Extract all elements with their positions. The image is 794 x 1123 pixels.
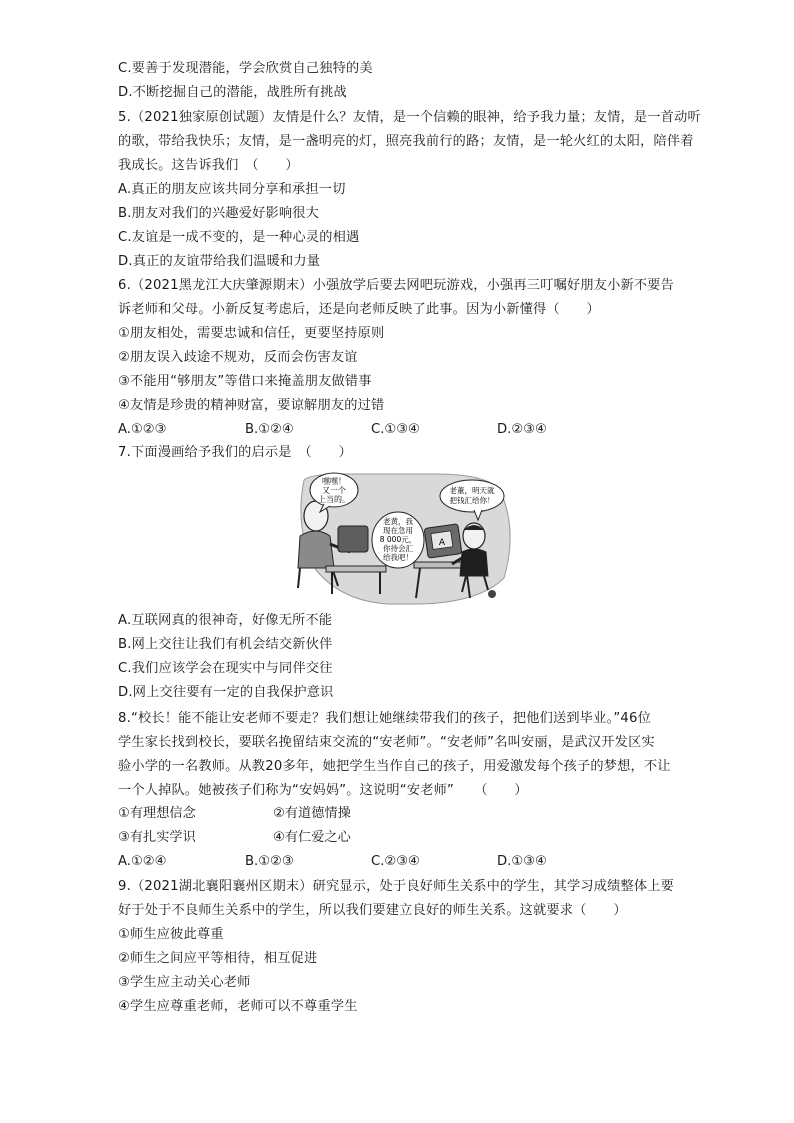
q8-stem-line-4: 一个人掉队。她被孩子们称为“安妈妈”。这说明“安老师” （ ） [118,783,528,798]
q8-choice-d: D.①③④ [497,854,547,869]
q9-item-1: ①师生应彼此尊重 [118,927,224,942]
q5-option-a: A.真正的朋友应该共同分享和承担一切 [118,182,346,197]
q6-item-3: ③不能用“够朋友”等借口来掩盖朋友做错事 [118,374,372,389]
q9-item-3: ③学生应主动关心老师 [118,975,251,990]
q8-item-3: ③有扎实学识 [118,830,196,845]
q7-option-d: D.网上交往要有一定的自我保护意识 [118,685,334,700]
middle-speech-bubble [372,512,424,568]
q5-option-b: B.朋友对我们的兴趣爱好影响很大 [118,206,320,221]
q7-option-b: B.网上交往让我们有机会结交新伙伴 [118,637,333,652]
mid-bubble-line-5: 给我吧！ [383,553,413,562]
q8-stem-line-2: 学生家长找到校长，要联名挽留结束交流的“安老师”。“安老师”名叫安丽，是武汉开发区实 [118,735,655,750]
q6-choice-d: D.②③④ [497,422,547,437]
q7-cartoon [286,470,518,610]
mid-bubble-line-4: 你待会汇 [383,544,413,553]
mid-bubble-line-3: 8 000元， [379,535,417,544]
q8-choice-a: A.①②④ [118,854,167,869]
q6-choice-b: B.①②④ [245,422,294,437]
q5-stem-line-1: 5.（2021独家原创试题）友情是什么？友情，是一个信赖的眼神，给予我力量；友情，是一首动听 [118,110,701,125]
q8-choice-b: B.①②③ [245,854,294,869]
q9-stem-line-1: 9.（2021湖北襄阳襄州区期末）研究显示，处于良好师生关系中的学生，其学习成绩整体上要 [118,879,675,894]
q7-option-c: C.我们应该学会在现实中与同伴交往 [118,661,333,676]
q6-item-2: ②朋友误入歧途不规劝，反而会伤害友谊 [118,350,358,365]
left-bubble-line-2: 又一个 [322,486,346,495]
q4-option-c: C.要善于发现潜能，学会欣赏自己独特的美 [118,61,373,76]
monitor-screen-text: A [438,538,446,548]
q9-stem-line-2: 好于处于不良师生关系中的学生，所以我们要建立良好的师生关系。这就要求（ ） [118,903,627,918]
q8-stem-line-1: 8.“校长！能不能让安老师不要走？我们想让她继续带我们的孩子，把他们送到毕业。”46位 [118,711,651,726]
q4-option-d: D.不断挖掘自己的潜能，战胜所有挑战 [118,85,347,100]
q8-item-2: ②有道德情操 [273,806,351,821]
q6-item-1: ①朋友相处，需要忠诚和信任，更要坚持原则 [118,326,385,341]
q5-option-c: C.友谊是一成不变的，是一种心灵的相遇 [118,230,360,245]
q5-option-d: D.真正的友谊带给我们温暖和力量 [118,254,321,269]
q8-item-1: ①有理想信念 [118,806,196,821]
mid-bubble-line-2: 现在急用 [383,526,413,535]
q5-stem-line-3: 我成长。这告诉我们 （ ） [118,158,299,173]
right-bubble-line-1: 老董，明天就 [449,486,495,495]
q5-stem-line-2: 的歌，带给我快乐；友情，是一盏明亮的灯，照亮我前行的路；友情，是一轮火红的太阳，陪伴着 [118,134,694,149]
q8-choice-c: C.②③④ [371,854,420,869]
q8-item-4: ④有仁爱之心 [273,830,351,845]
q6-stem-line-2: 诉老师和父母。小新反复考虑后，还是向老师反映了此事。因为小新懂得（ ） [118,302,600,317]
q9-item-4: ④学生应尊重老师，老师可以不尊重学生 [118,999,358,1014]
q6-choice-c: C.①③④ [371,422,420,437]
q9-item-2: ②师生之间应平等相待，相互促进 [118,951,318,966]
left-bubble-line-1: 嘿嘿！ [322,477,346,486]
q7-option-a: A.互联网真的很神奇，好像无所不能 [118,613,333,628]
q8-stem-line-3: 验小学的一名教师。从教20多年，她把学生当作自己的孩子，用爱激发每个孩子的梦想，不让 [118,759,671,774]
mid-bubble-line-1: 老黄，我 [383,517,413,526]
q6-stem-line-1: 6.（2021黑龙江大庆肇源期末）小强放学后要去网吧玩游戏，小强再三叮嘱好朋友小新不要告 [118,278,675,293]
q6-item-4: ④友情是珍贵的精神财富，要谅解朋友的过错 [118,398,385,413]
left-bubble-line-3: 上当的。 [318,495,350,504]
q6-choice-a: A.①②③ [118,422,167,437]
q7-stem: 7.下面漫画给予我们的启示是 （ ） [118,445,352,460]
right-bubble-line-2: 把钱汇给你！ [449,496,495,505]
